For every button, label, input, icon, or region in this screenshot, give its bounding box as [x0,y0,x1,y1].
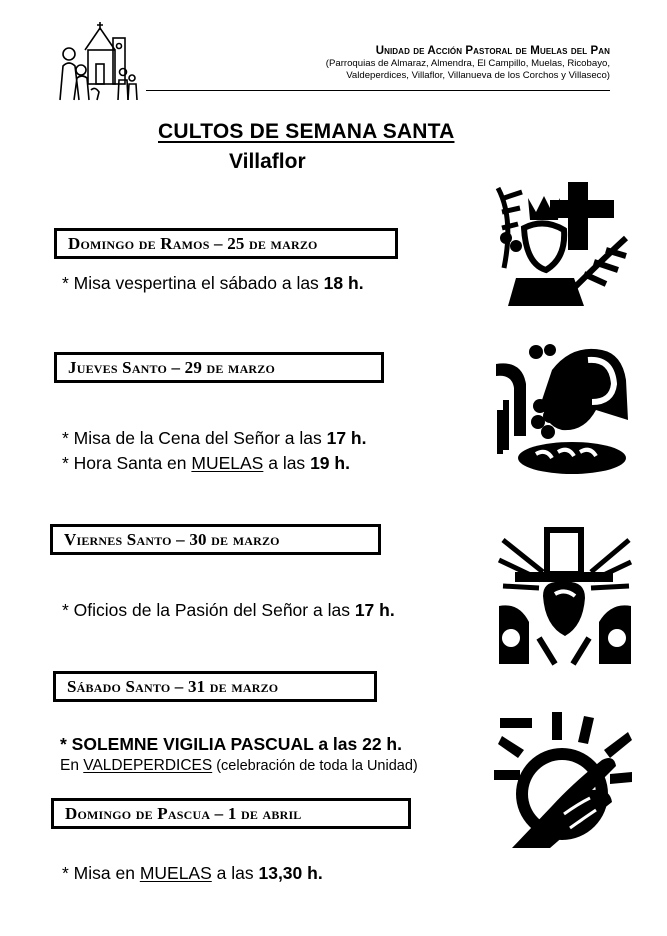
schedule-text: * Misa en [62,863,140,883]
day-box-jueves-santo: Jueves Santo – 29 de marzo [54,352,384,383]
parishes-line-1: (Parroquias de Almaraz, Almendra, El Campillo, Muelas, Ricobayo, [325,58,610,69]
schedule-text: En [60,757,84,774]
day-box-domingo-pascua: Domingo de Pascua – 1 de abril [51,798,411,829]
day-box-sabado-santo: Sábado Santo – 31 de marzo [53,671,377,702]
schedule-text: a las [263,453,311,473]
page-title: CULTOS DE SEMANA SANTA [158,120,455,143]
hand-sunrise-icon [492,710,630,840]
page-subtitle: Villaflor [229,150,306,173]
place-name: MUELAS [139,863,212,883]
schedule-note: (celebración de toda la Unidad) [212,758,418,774]
organization-header [326,44,610,81]
schedule-line [62,428,366,449]
jug-bread-grapes-icon [492,340,630,470]
schedule-time: 17 h. [354,600,395,620]
schedule-line: * SOLEMNE VIGILIA PASCUAL a las 22 h. [60,734,402,754]
schedule-text: * Misa vespertina el sábado a las [62,273,324,293]
schedule-line [60,757,418,775]
schedule-line [62,600,395,621]
schedule-text: * Hora Santa en [62,453,192,473]
organization-title: Unidad de Acción Pastoral de Muelas del Pan [375,45,610,57]
place-name: MUELAS [191,453,264,473]
church-family-logo-icon [55,20,140,102]
palm-crown-cross-icon [494,178,632,308]
schedule-text: a las [211,863,259,883]
schedule-text: * Misa de la Cena del Señor a las [62,428,327,448]
header-divider [146,90,610,91]
schedule-line [62,863,323,884]
place-name: VALDEPERDICES [83,757,213,774]
schedule-time: 18 h. [323,273,364,293]
schedule-time: 19 h. [310,453,350,473]
crucifix-rays-icon [495,526,633,656]
day-box-domingo-ramos: Domingo de Ramos – 25 de marzo [54,228,398,259]
schedule-time: 13,30 h. [258,863,323,883]
parishes-line-2: Valdeperdices, Villaflor, Villanueva de los Corchos y Villaseco) [346,69,610,81]
schedule-line [62,273,364,294]
schedule-text: * Oficios de la Pasión del Señor a las [62,600,355,620]
day-box-viernes-santo: Viernes Santo – 30 de marzo [50,524,381,555]
schedule-time: 17 h. [326,428,367,448]
schedule-line [62,453,350,474]
